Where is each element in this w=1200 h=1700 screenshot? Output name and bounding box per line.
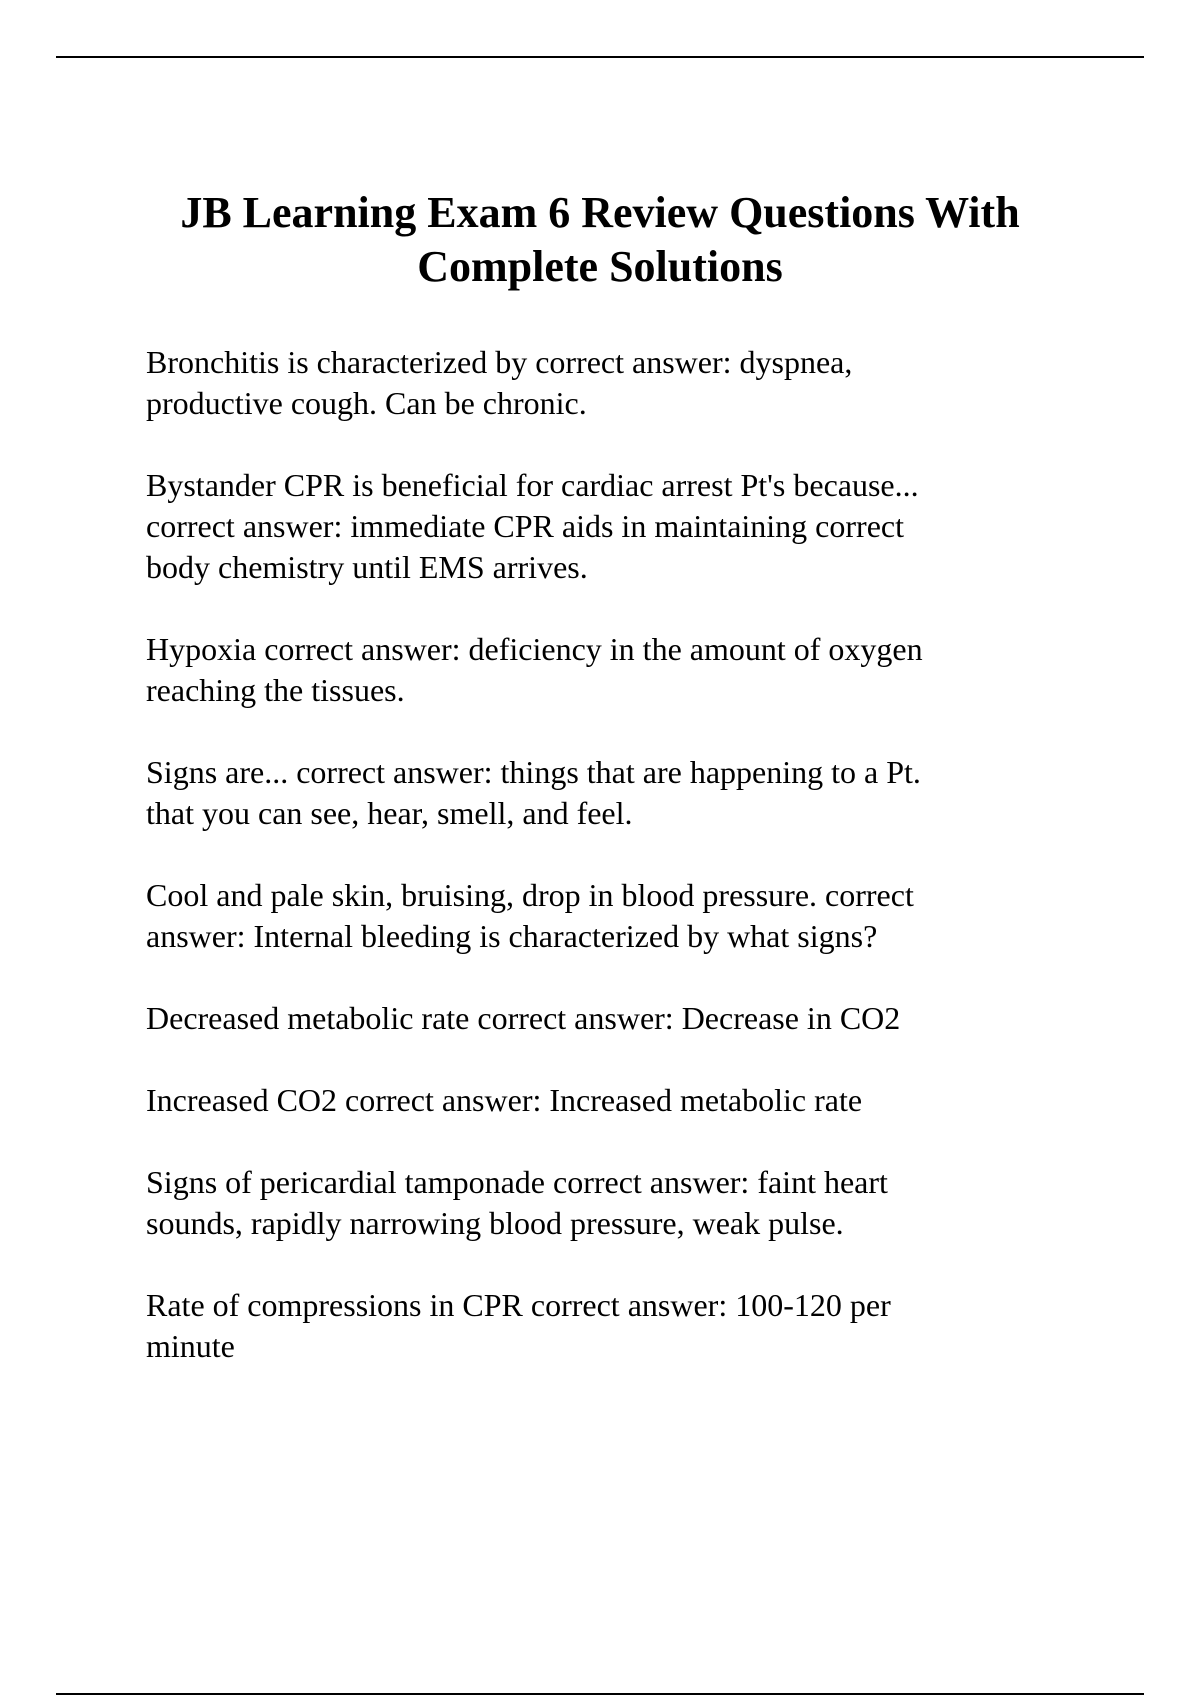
qa-item-internal-bleeding: [146, 875, 1076, 957]
qa-line: sounds, rapidly narrowing blood pressure, weak pulse.: [146, 1205, 844, 1241]
qa-line: Hypoxia correct answer: deficiency in the amount of oxygen: [146, 631, 923, 667]
qa-line: Signs of pericardial tamponade correct answer: faint heart: [146, 1164, 888, 1200]
qa-line: productive cough. Can be chronic.: [146, 385, 587, 421]
qa-line: body chemistry until EMS arrives.: [146, 549, 588, 585]
title-line: JB Learning Exam 6 Review Questions With: [180, 188, 1020, 237]
bottom-rule: [56, 1693, 1144, 1695]
qa-line: Decreased metabolic rate correct answer: Decrease in CO2: [146, 1000, 901, 1036]
qa-line: Signs are... correct answer: things that are happening to a Pt.: [146, 754, 921, 790]
qa-item-signs: [146, 752, 1076, 834]
qa-item-hypoxia: [146, 629, 1076, 711]
qa-line: answer: Internal bleeding is characterized by what signs?: [146, 918, 878, 954]
title-line: Complete Solutions: [417, 242, 783, 291]
qa-item-pericardial-tamponade: [146, 1162, 1076, 1244]
page-title: [100, 186, 1100, 294]
qa-item-bystander-cpr: [146, 465, 1076, 588]
qa-item-increased-co2: [146, 1080, 1076, 1121]
qa-item-bronchitis: [146, 342, 1076, 424]
qa-line: reaching the tissues.: [146, 672, 405, 708]
qa-list: [146, 342, 1076, 1408]
top-rule: [56, 56, 1144, 58]
qa-item-cpr-compression-rate: [146, 1285, 1076, 1367]
qa-line: Bronchitis is characterized by correct answer: dyspnea,: [146, 344, 853, 380]
qa-line: Bystander CPR is beneficial for cardiac arrest Pt's because...: [146, 467, 919, 503]
qa-line: minute: [146, 1328, 235, 1364]
qa-line: Rate of compressions in CPR correct answer: 100-120 per: [146, 1287, 891, 1323]
qa-item-decreased-metabolic-rate: [146, 998, 1076, 1039]
qa-line: Cool and pale skin, bruising, drop in blood pressure. correct: [146, 877, 914, 913]
qa-line: Increased CO2 correct answer: Increased metabolic rate: [146, 1082, 863, 1118]
qa-line: that you can see, hear, smell, and feel.: [146, 795, 633, 831]
qa-line: correct answer: immediate CPR aids in maintaining correct: [146, 508, 904, 544]
